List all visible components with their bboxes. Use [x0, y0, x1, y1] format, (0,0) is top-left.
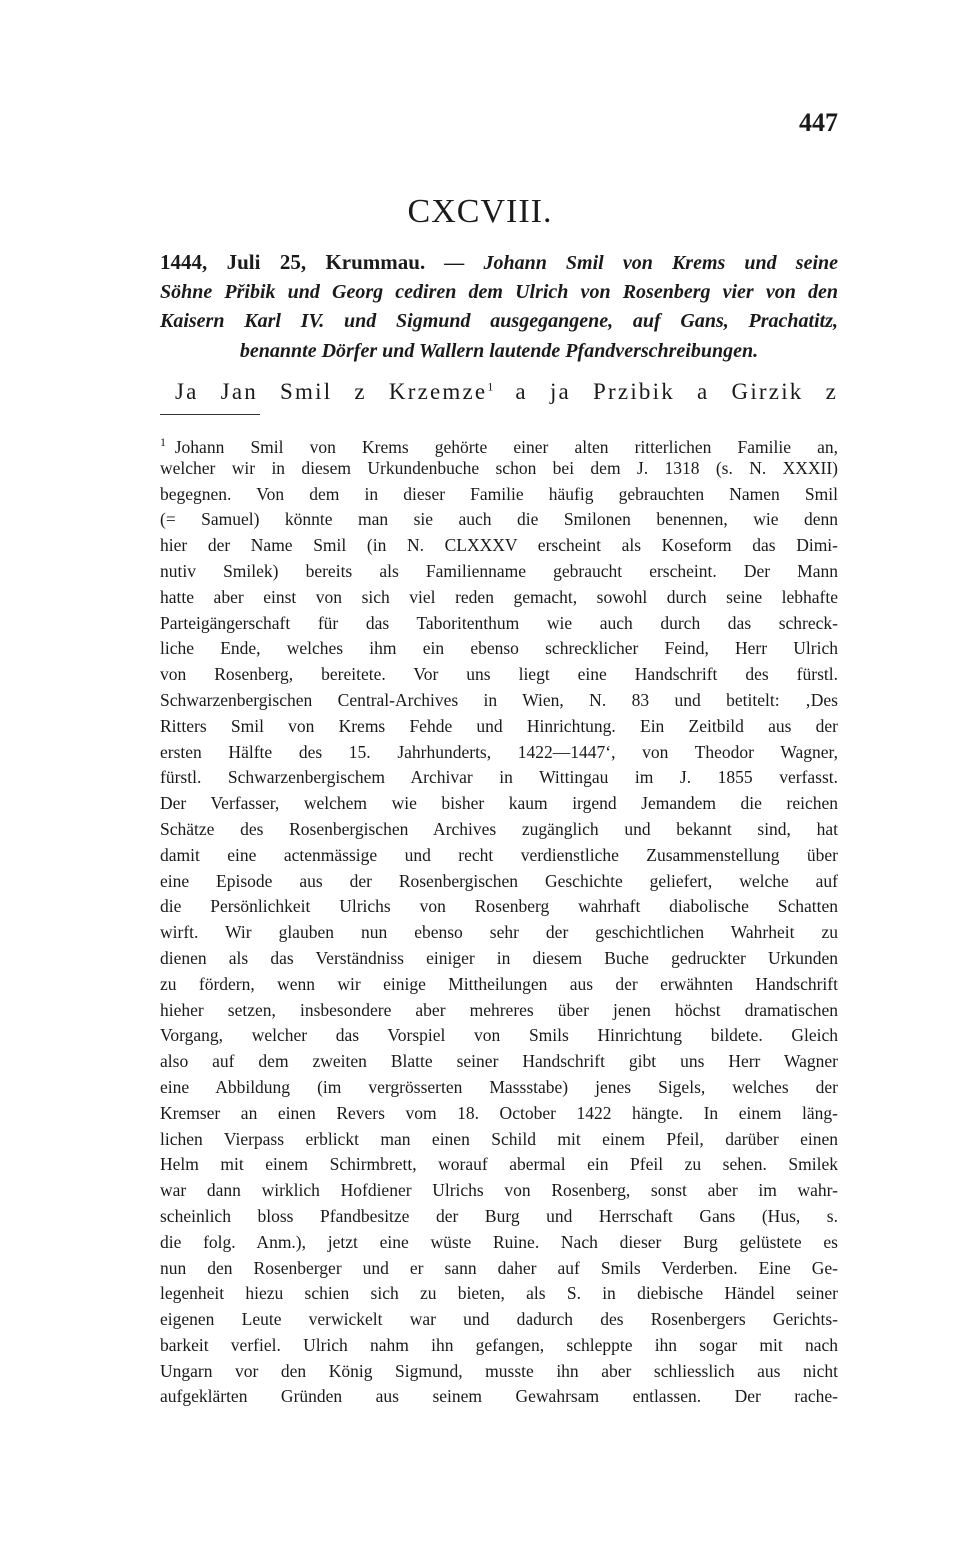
footnote-line-text: wirft. Wir glauben nun ebenso sehr der geschichtlichen Wahrheit zu: [160, 922, 838, 943]
footnote-line-text: ersten Hälfte des 15. Jahrhunderts, 1422—1447‘, von Theodor Wagner,: [160, 741, 838, 762]
footnote-line-text: eine Episode aus der Rosenbergischen Geschichte geliefert, welche auf: [160, 870, 838, 891]
footnote-line-text: die Persönlichkeit Ulrichs von Rosenberg wahrhaft diabolische Schatten: [160, 896, 838, 917]
chapter-title: CXCVIII.: [407, 193, 553, 230]
footnote-line-text: hier der Name Smil (in N. CLXXXV erscheint als Koseform das Dimi-: [160, 535, 838, 556]
footnote-line-text: von Rosenberg, bereitete. Vor uns liegt eine Handschrift des fürstl.: [160, 664, 838, 685]
heading-line-2: [160, 278, 838, 308]
footnote-line-text: aufgeklärten Gründen aus seinem Gewahrsam entlassen. Der rache-: [160, 1386, 838, 1407]
footnote-line: [160, 1101, 838, 1127]
footnote-line: [160, 1307, 838, 1333]
footnote-line: [160, 714, 838, 740]
footnote-line: [160, 662, 838, 688]
footnote-line: [160, 1023, 838, 1049]
footnote-line-text: Kremser an einen Revers vom 18. October 1422 hängte. In einem läng-: [160, 1102, 838, 1123]
document-heading: [160, 248, 838, 367]
footnote-line-text: begegnen. Von dem in dieser Familie häufig gebrauchten Namen Smil: [160, 483, 838, 504]
footnote-line-text: (= Samuel) könnte man sie auch die Smilonen benennen, wie denn: [160, 509, 838, 530]
footnote-line: [160, 1127, 838, 1153]
footnote-line-text: nun den Rosenberger und er sann daher auf Smils Verderben. Eine Ge-: [160, 1257, 838, 1278]
footnote: [160, 430, 838, 1410]
heading-date: 1444, Juli 25, Krummau.: [160, 250, 426, 274]
footnote-line: [160, 482, 838, 508]
footnote-line: [160, 430, 838, 456]
footnote-line: [160, 1256, 838, 1282]
footnote-line-text: lichen Vierpass erblickt man einen Schild mit einem Pfeil, darüber einen: [160, 1128, 838, 1149]
footnote-line: [160, 843, 838, 869]
footnote-line: [160, 1075, 838, 1101]
heading-text-1: — Johann Smil von Krems und seine: [444, 252, 838, 274]
footnote-line: [160, 1152, 838, 1178]
footnote-line-text: welcher wir in diesem Urkundenbuche schon bei dem J. 1318 (s. N. XXXII): [160, 457, 838, 478]
footnote-line-text: nutiv Smilek) bereits als Familienname gebraucht erscheint. Der Mann: [160, 560, 838, 581]
footnote-line-text: Vorgang, welcher das Vorspiel von Smils Hinrichtung bildete. Gleich: [160, 1025, 838, 1046]
footnote-line-text: hieher setzen, insbesondere aber mehreres über jenen höchst dramatischen: [160, 999, 838, 1020]
footnote-line: [160, 1384, 838, 1410]
heading-text-4: benannte Dörfer und Wallern lautende Pfandverschreibungen.: [239, 340, 759, 363]
footnote-line-text: eigenen Leute verwickelt war und dadurch des Rosenbergers Gerichts-: [160, 1309, 838, 1330]
heading-line-1: [160, 248, 838, 278]
footnote-line-text: legenheit hiezu schien sich zu bieten, als S. in diebische Händel seiner: [160, 1283, 838, 1304]
footnote-line: [160, 740, 838, 766]
page-number: 447: [799, 108, 838, 137]
footnote-line: [160, 920, 838, 946]
footnote-line: [160, 946, 838, 972]
footnote-line-text: eine Abbildung (im vergrösserten Massstabe) jenes Sigels, welches der: [160, 1076, 838, 1097]
footnote-line-text: Der Verfasser, welchem wie bisher kaum irgend Jemandem die reichen: [160, 793, 838, 814]
text-after: a ja Przibik a Girzik z: [493, 379, 838, 404]
footnote-line-text: liche Ende, welches ihm ein ebenso schrecklicher Feind, Herr Ulrich: [160, 638, 838, 659]
document-text: [175, 379, 838, 405]
footnote-line: [160, 817, 838, 843]
footnote-line: [160, 1359, 838, 1385]
footnote-line-text: dienen als das Verständniss einiger in diesem Buche gedruckter Urkunden: [160, 947, 838, 968]
text-before: Ja Jan Smil z Krzemze: [175, 379, 488, 404]
footnote-line: [160, 533, 838, 559]
footnote-line-text: barkeit verfiel. Ulrich nahm ihn gefangen, schleppte ihn sogar mit nach: [160, 1334, 838, 1355]
footnote-line-text: war dann wirklich Hofdiener Ulrichs von Rosenberg, sonst aber im wahr-: [160, 1180, 838, 1201]
footnote-line: [160, 585, 838, 611]
footnote-line: [160, 1230, 838, 1256]
footnote-line: [160, 636, 838, 662]
footnote-line-text: Schwarzenbergischen Central-Archives in Wien, N. 83 und betitelt: ‚Des: [160, 689, 838, 710]
footnote-line-text: also auf dem zweiten Blatte seiner Handschrift gibt uns Herr Wagner: [160, 1051, 838, 1072]
footnote-line-text: hatte aber einst von sich viel reden gemacht, sowohl durch seine lebhafte: [160, 586, 838, 607]
heading-text-2: Söhne Přibik und Georg cediren dem Ulrich von Rosenberg vier von den: [160, 280, 838, 303]
footnote-line-text: damit eine actenmässige und recht verdienstliche Zusammenstellung über: [160, 844, 838, 865]
footnote-line: [160, 688, 838, 714]
footnote-line-text: Parteigängerschaft für das Taboritenthum wie auch durch das schreck-: [160, 612, 838, 633]
footnote-line: [160, 611, 838, 637]
footnote-line: [160, 869, 838, 895]
footnote-line-text: zu fördern, wenn wir einige Mittheilungen aus der erwähnten Handschrift: [160, 973, 838, 994]
footnote-line: [160, 1178, 838, 1204]
footnote-line: [160, 1281, 838, 1307]
footnote-line-text: die folg. Anm.), jetzt eine wüste Ruine. Nach dieser Burg gelüstete es: [160, 1231, 838, 1252]
footnote-marker: 1: [160, 435, 166, 449]
footnote-line-text: Johann Smil von Krems gehörte einer alten ritterlichen Familie an,: [174, 436, 838, 457]
footnote-line: [160, 456, 838, 482]
footnote-line: [160, 1049, 838, 1075]
footnote-line-text: Ritters Smil von Krems Fehde und Hinrichtung. Ein Zeitbild aus der: [160, 715, 838, 736]
footnote-line: [160, 791, 838, 817]
heading-line-3: [160, 307, 838, 337]
heading-text-3: Kaisern Karl IV. und Sigmund ausgegangene, auf Gans, Prachatitz,: [160, 310, 838, 333]
footnote-line-text: scheinlich bloss Pfandbesitze der Burg und Herrschaft Gans (Hus, s.: [160, 1205, 838, 1226]
footnote-line-text: fürstl. Schwarzenbergischem Archivar in Wittingau im J. 1855 verfasst.: [160, 767, 838, 788]
heading-line-4: [160, 337, 838, 367]
footnote-line-text: Schätze des Rosenbergischen Archives zugänglich und bekannt sind, hat: [160, 818, 838, 839]
footnote-line: [160, 559, 838, 585]
footnote-line: [160, 1333, 838, 1359]
footnote-separator: [160, 414, 260, 415]
footnote-line: [160, 998, 838, 1024]
footnote-line: [160, 507, 838, 533]
footnote-line-text: Ungarn vor den König Sigmund, musste ihn aber schliesslich aus nicht: [160, 1360, 838, 1381]
footnote-line-text: Helm mit einem Schirmbrett, worauf abermal ein Pfeil zu sehen. Smilek: [160, 1154, 838, 1175]
footnote-reference: 1: [487, 379, 494, 394]
footnote-line: [160, 894, 838, 920]
footnote-line: [160, 765, 838, 791]
footnote-line: [160, 972, 838, 998]
footnote-line: [160, 1204, 838, 1230]
